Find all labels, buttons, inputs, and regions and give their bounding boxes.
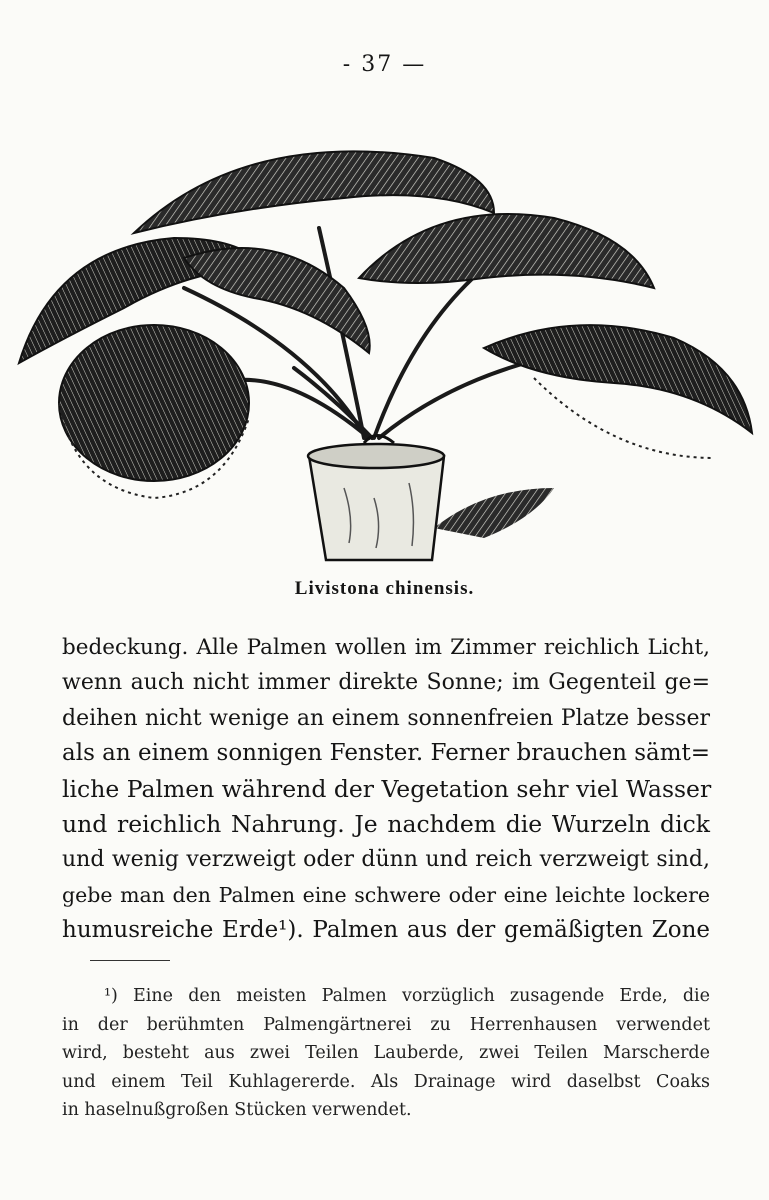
text-line: und reichlich Nahrung. Je nachdem die Wurzeln dick: [62, 809, 710, 838]
text-line: bedeckung. Alle Palmen wollen im Zimmer reichlich Licht,: [62, 635, 710, 660]
footnote-line: in der berühmten Palmengärtnerei zu Herrenhausen verwendet: [62, 1014, 710, 1035]
page-number: - 37 —: [342, 52, 427, 77]
text-line: gebe man den Palmen eine schwere oder eine leichte lockere: [62, 882, 710, 907]
text-line: humusreiche Erde¹). Palmen aus der gemäßigten Zone: [62, 917, 710, 944]
footnote-divider: [90, 960, 170, 961]
text-line: liche Palmen während der Vegetation sehr viel Wasser: [62, 774, 712, 803]
body-paragraph: [62, 630, 710, 949]
footnote-line: wird, besteht aus zwei Teilen Lauberde, zwei Teilen Marscherde: [62, 1043, 710, 1064]
footnote-line: ¹) Eine den meisten Palmen vorzüglich zusagende Erde, die: [104, 986, 710, 1006]
footnote-line: in haselnußgroßen Stücken verwendet.: [62, 1100, 412, 1121]
text-line: als an einem sonnigen Fenster. Ferner brauchen sämt=: [62, 740, 711, 767]
footnote-line: und einem Teil Kuhlagererde. Als Drainage wird daselbst Coaks: [62, 1071, 710, 1092]
text-line: und wenig verzweigt oder dünn und reich verzweigt sind,: [62, 847, 710, 873]
figure-caption: Livistona chinensis.: [294, 578, 475, 599]
footnote: [62, 982, 710, 1125]
palm-illustration: [14, 138, 758, 578]
text-line: deihen nicht wenige an einem sonnenfreien Platze besser: [62, 705, 710, 731]
text-line: wenn auch nicht immer direkte Sonne; im Gegenteil ge=: [62, 670, 710, 696]
